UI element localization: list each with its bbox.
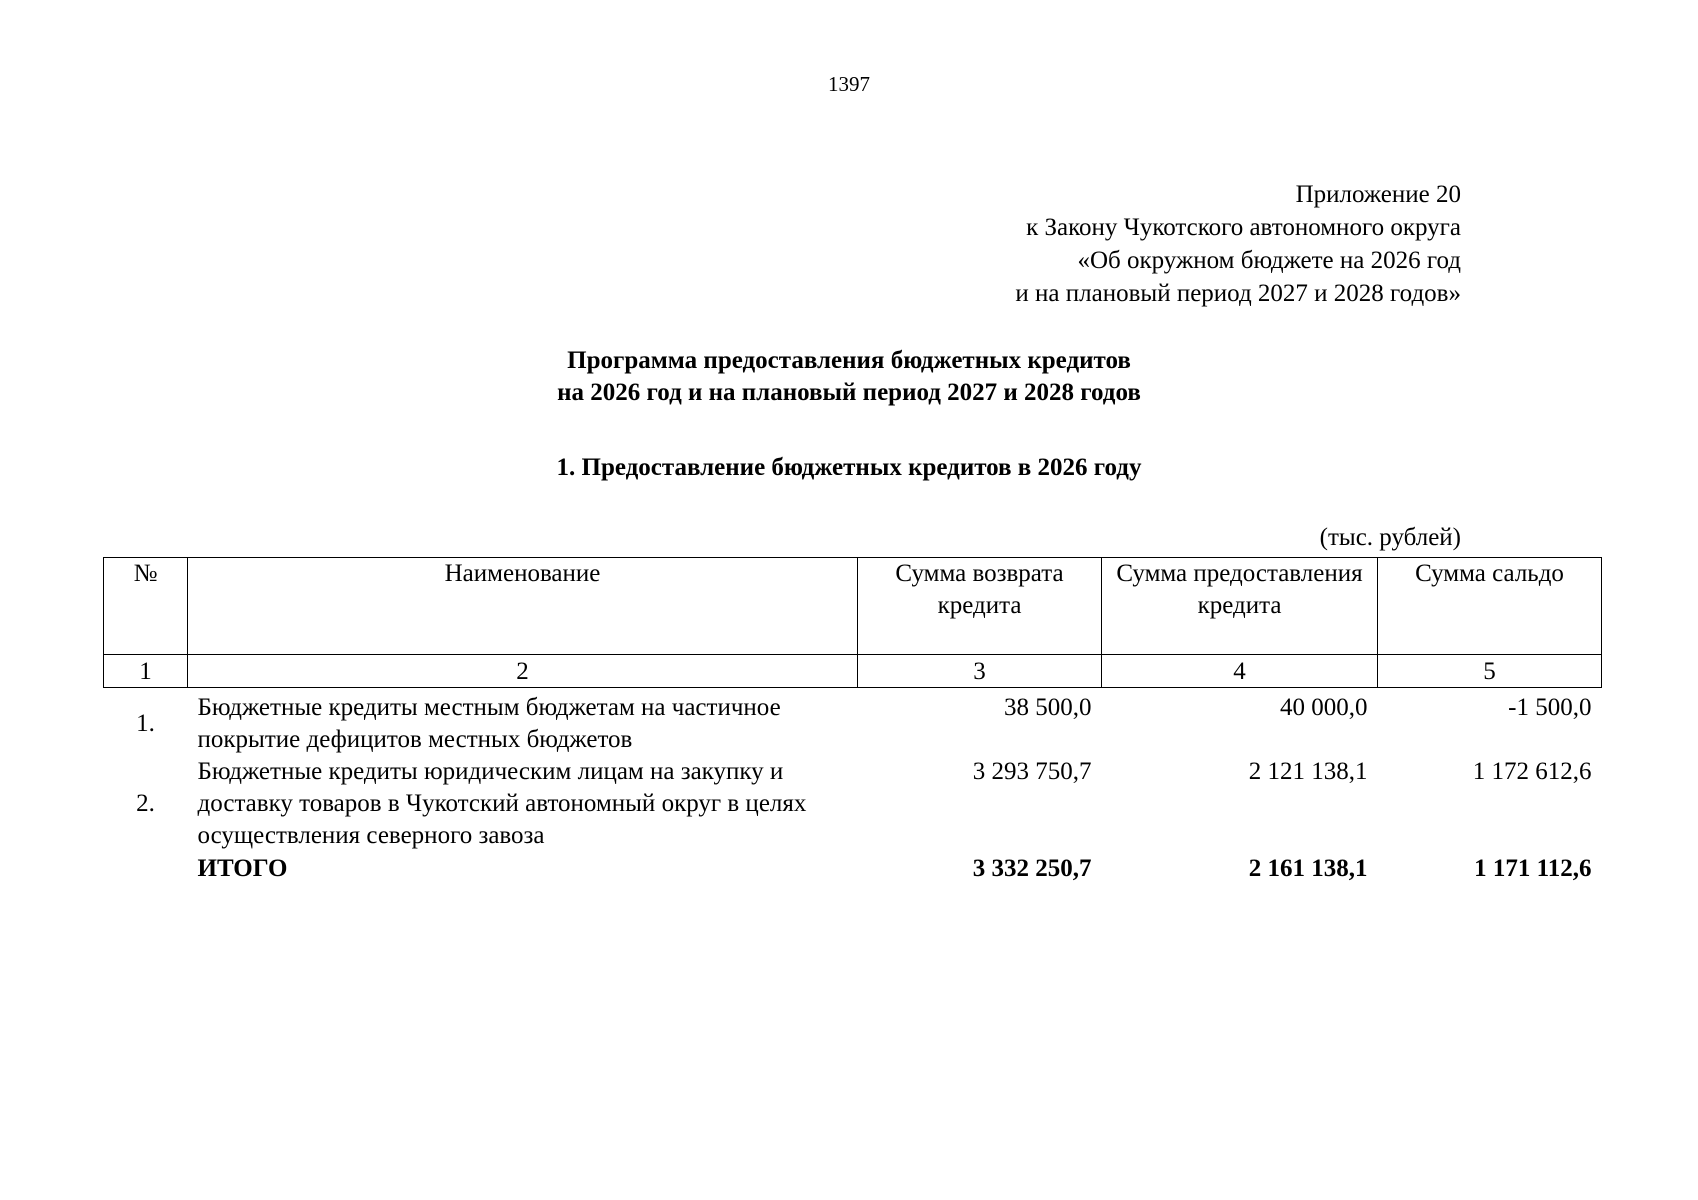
document-title-line: на 2026 год и на плановый период 2027 и 2028 годов [557, 379, 1141, 406]
row-name: Бюджетные кредиты юридическим лицам на закупку и доставку товаров в Чукотский автономный округ в целях осуществления северного завоза [197, 758, 807, 849]
column-number: 5 [1378, 655, 1602, 688]
row-number: 1. [136, 710, 155, 737]
row-balance: 1 172 612,6 [1472, 758, 1592, 785]
column-number: 2 [188, 655, 858, 688]
appendix-line: «Об окружном бюджете на 2026 год [1077, 247, 1461, 274]
header-number: № [104, 558, 188, 655]
row-provision-amount: 2 121 138,1 [1248, 758, 1368, 785]
header-return-amount: Сумма возврата кредита [858, 558, 1102, 655]
appendix-line: и на плановый период 2027 и 2028 годов» [1015, 280, 1461, 307]
total-label: ИТОГО [197, 855, 288, 882]
column-number: 3 [858, 655, 1102, 688]
column-number: 4 [1102, 655, 1378, 688]
section-title: 1. Предоставление бюджетных кредитов в 2026 году [556, 454, 1142, 481]
row-return-amount: 38 500,0 [1004, 694, 1092, 721]
total-row [104, 852, 1602, 885]
total-provision-amount: 2 161 138,1 [1248, 855, 1368, 882]
appendix-line: Приложение 20 [1295, 181, 1461, 208]
document-title [0, 345, 1698, 409]
total-number [104, 852, 188, 885]
row-return-amount: 3 293 750,7 [972, 758, 1092, 785]
units-label: (тыс. рублей) [1319, 524, 1461, 551]
row-balance: -1 500,0 [1508, 694, 1592, 721]
header-balance: Сумма сальдо [1378, 558, 1602, 655]
row-number: 2. [136, 790, 155, 817]
table-header-row [104, 558, 1602, 655]
total-balance: 1 171 112,6 [1474, 855, 1592, 882]
appendix-line: к Закону Чукотского автономного округа [1026, 214, 1461, 241]
credits-table [103, 557, 1602, 885]
column-number: 1 [104, 655, 188, 688]
row-name: Бюджетные кредиты местным бюджетам на частичное покрытие дефицитов местных бюджетов [197, 694, 781, 753]
document-title-line: Программа предоставления бюджетных кредитов [567, 347, 1131, 374]
table-row [104, 688, 1602, 757]
appendix-reference [1015, 178, 1461, 310]
header-provision-amount: Сумма предоставления кредита [1102, 558, 1378, 655]
row-provision-amount: 40 000,0 [1280, 694, 1368, 721]
total-return-amount: 3 332 250,7 [972, 855, 1092, 882]
column-number-row [104, 655, 1602, 688]
table-row [104, 756, 1602, 852]
header-name: Наименование [188, 558, 858, 655]
page-number: 1397 [828, 72, 870, 96]
